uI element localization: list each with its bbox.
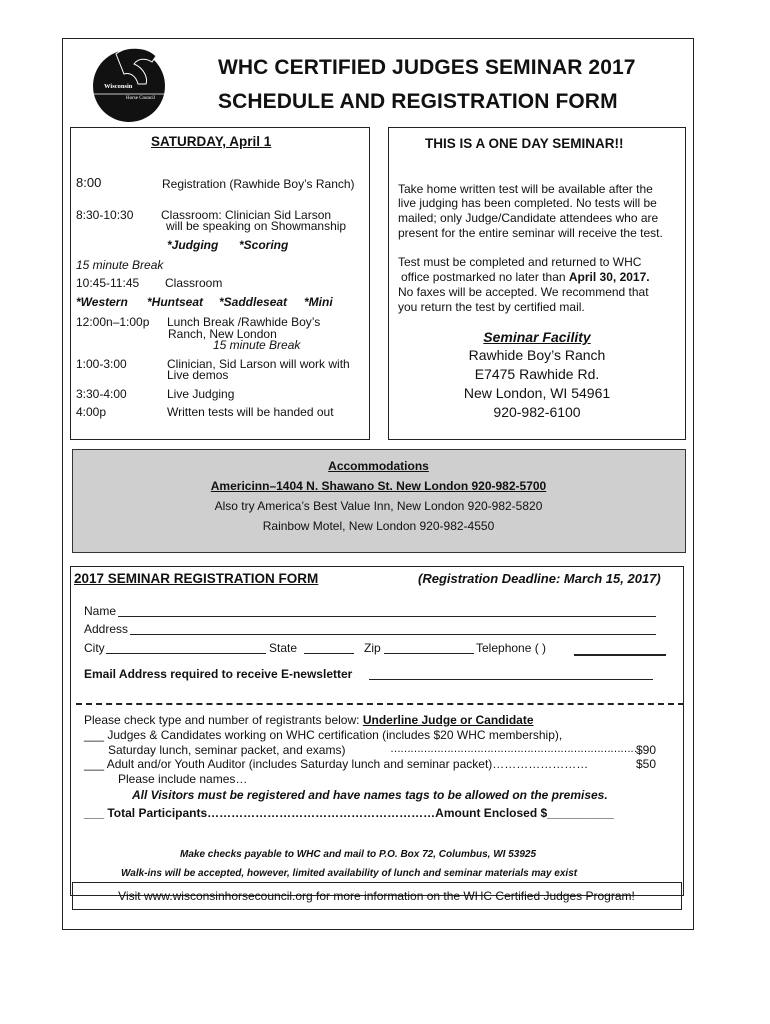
accommodations-box xyxy=(72,449,686,553)
schedule-time: 8:30-10:30 xyxy=(76,208,134,222)
info-text: Test must be completed and returned to WHC xyxy=(398,255,642,269)
email-field[interactable] xyxy=(369,679,653,680)
accommodation-alt: Rainbow Motel, New London 920-982-4550 xyxy=(262,519,495,533)
option-judges-candidates[interactable]: ___ Judges & Candidates working on WHC certification (includes $20 WHC membership), xyxy=(84,728,563,742)
facility-phone: 920-982-6100 xyxy=(493,404,581,420)
title-line-2: SCHEDULE AND REGISTRATION FORM xyxy=(218,90,618,113)
info-heading: THIS IS A ONE DAY SEMINAR!! xyxy=(425,136,624,151)
facility-heading: Seminar Facility xyxy=(483,329,591,345)
dot-leader: ………………………………………………………………… xyxy=(390,743,640,755)
info-text: you return the test by certified mail. xyxy=(398,300,585,314)
schedule-text: Live Judging xyxy=(167,387,235,401)
walkins-notice: Walk-ins will be accepted, however, limited availability of lunch and seminar materials may exist xyxy=(121,868,578,879)
name-label: Name xyxy=(84,604,117,618)
registration-title: 2017 SEMINAR REGISTRATION FORM xyxy=(74,571,319,586)
schedule-break: 15 minute Break xyxy=(213,338,301,352)
check-instructions xyxy=(84,713,534,727)
accommodations-heading: Accommodations xyxy=(328,459,429,473)
schedule-text: will be speaking on Showmanship xyxy=(166,219,347,233)
facility-name: Rawhide Boy’s Ranch xyxy=(468,347,606,363)
schedule-heading: SATURDAY, April 1 xyxy=(151,134,272,149)
info-text: live judging has been completed. No tests will be xyxy=(398,196,657,210)
website-footer xyxy=(72,882,682,910)
check-intro: Please check type and number of registrants below: xyxy=(84,713,363,727)
zip-field[interactable] xyxy=(384,653,474,654)
schedule-topic: *Scoring xyxy=(239,238,289,252)
accommodation-alt: Also try America’s Best Value Inn, New London 920-982-5820 xyxy=(214,499,543,513)
schedule-time: 8:00 xyxy=(76,175,102,190)
schedule-discipline: *Huntseat xyxy=(147,295,204,309)
title-line-1: WHC CERTIFIED JUDGES SEMINAR 2017 xyxy=(218,56,636,79)
option-auditor[interactable]: ___ Adult and/or Youth Auditor (includes Saturday lunch and seminar packet)…………………… xyxy=(84,757,589,771)
check-emphasis: Underline Judge or Candidate xyxy=(362,713,534,727)
visitors-notice: All Visitors must be registered and have names tags to be allowed on the premises. xyxy=(132,788,608,802)
schedule-text: Classroom: Clinician Sid Larson xyxy=(161,208,332,222)
schedule-text: Lunch Break /Rawhide Boy’s xyxy=(167,315,321,329)
payment-instructions: Make checks payable to WHC and mail to P.O. Box 72, Columbus, WI 53925 xyxy=(180,849,537,860)
info-text: office postmarked no later than xyxy=(401,270,569,284)
facility-address: E7475 Rawhide Rd. xyxy=(474,366,600,382)
city-field[interactable] xyxy=(106,653,266,654)
test-deadline: April 30, 2017. xyxy=(568,270,650,284)
schedule-time: 10:45-11:45 xyxy=(76,276,140,290)
email-label: Email Address required to receive E-newsletter xyxy=(84,667,353,681)
telephone-field[interactable] xyxy=(574,654,666,656)
registration-deadline: (Registration Deadline: March 15, 2017) xyxy=(418,571,661,586)
schedule-text: Live demos xyxy=(167,368,229,382)
schedule-discipline: *Western xyxy=(76,295,128,309)
horse-head-logo-icon xyxy=(86,44,172,124)
info-text: No faxes will be accepted. We recommend that xyxy=(398,285,649,299)
telephone-label: Telephone ( ) xyxy=(476,641,547,655)
address-label: Address xyxy=(84,622,129,636)
cut-line-divider xyxy=(76,703,684,705)
schedule-text: Ranch, New London xyxy=(168,327,277,341)
schedule-topic: *Judging xyxy=(167,238,219,252)
state-field[interactable] xyxy=(304,653,354,654)
name-field[interactable] xyxy=(118,616,656,617)
option-judges-detail: Saturday lunch, seminar packet, and exams) xyxy=(108,743,346,757)
schedule-box xyxy=(70,127,370,440)
info-text-deadline xyxy=(401,270,650,284)
logo-text-line1: Wisconsin xyxy=(104,83,133,90)
schedule-time: 1:00-3:00 xyxy=(76,357,127,371)
city-label: City xyxy=(84,641,105,655)
logo-text-line2: Horse Council xyxy=(126,96,156,101)
schedule-text: Registration (Rawhide Boy’s Ranch) xyxy=(162,177,355,191)
state-label: State xyxy=(269,641,298,655)
schedule-discipline: *Saddleseat xyxy=(219,295,288,309)
schedule-text: Clinician, Sid Larson will work with xyxy=(167,357,350,371)
accommodation-primary: Americinn–1404 N. Shawano St. New London 920-982-5700 xyxy=(210,479,547,493)
schedule-text: Classroom xyxy=(165,276,223,290)
schedule-discipline: *Mini xyxy=(304,295,333,309)
info-text: mailed; only Judge/Candidate attendees who are xyxy=(398,211,659,225)
info-text: Take home written test will be available after the xyxy=(398,182,653,196)
zip-label: Zip xyxy=(364,641,381,655)
schedule-time: 3:30-4:00 xyxy=(76,387,127,401)
schedule-break: 15 minute Break xyxy=(76,258,164,272)
facility-city: New London, WI 54961 xyxy=(463,385,611,401)
seminar-info-box xyxy=(388,127,686,440)
website-link-text[interactable]: Visit www.wisconsinhorsecouncil.org for more information on the WHC Certified Judges Program! xyxy=(118,889,635,903)
auditor-note: Please include names… xyxy=(118,772,248,786)
schedule-time: 4:00p xyxy=(76,405,107,419)
info-text: present for the entire seminar will receive the test. xyxy=(398,226,663,240)
total-participants-line[interactable]: ___ Total Participants…………………………………………………Amount Enclosed $__________ xyxy=(84,806,614,820)
price-auditor: $50 xyxy=(636,757,657,771)
schedule-text: Written tests will be handed out xyxy=(167,405,334,419)
schedule-time: 12:00n–1:00p xyxy=(76,315,150,329)
address-field[interactable] xyxy=(130,634,656,635)
price-judges: $90 xyxy=(636,743,657,757)
